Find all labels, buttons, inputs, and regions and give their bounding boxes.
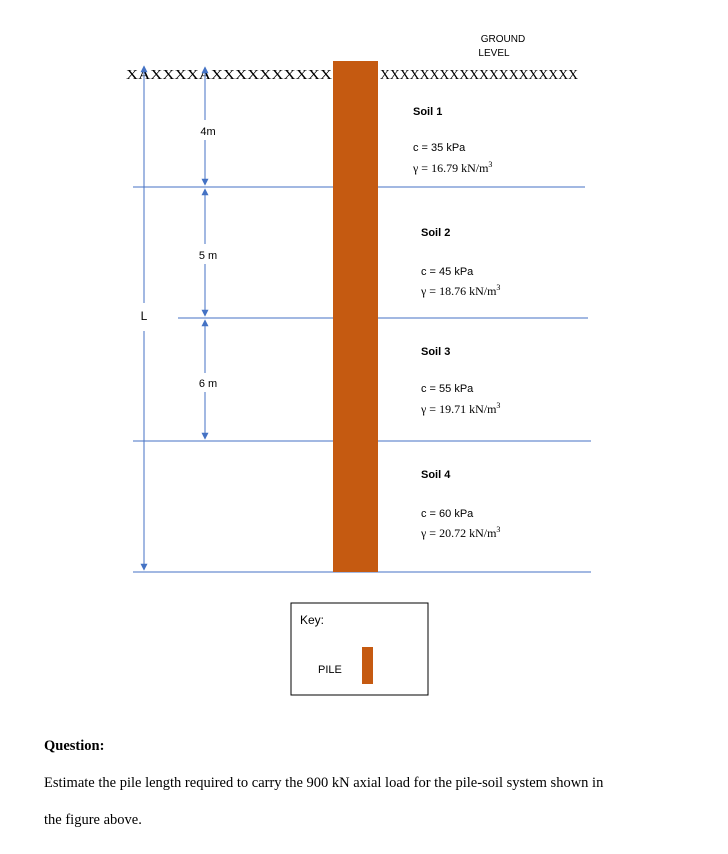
soil-2-name: Soil 2 (421, 227, 451, 239)
soil-3-unit-weight: γ = 19.71 $kN/m^3$ (421, 401, 501, 416)
soil-2-cohesion: c = 45 kPa (421, 266, 474, 278)
question-text-line1: Estimate the pile length required to carry the 900 kN axial load for the pile-soil system shown in (44, 775, 604, 791)
key-pile-swatch (362, 647, 373, 684)
soil-1-cohesion: c = 35 kPa (413, 142, 466, 154)
dimension-label-total: L (140, 309, 148, 323)
question-heading: Question: (44, 738, 105, 754)
question-text-line2: the figure above. (44, 812, 142, 828)
dimension-label-layer1: 4m (200, 126, 216, 138)
dimension-label-layer3: 6 m (198, 378, 218, 390)
ground-hatch-right: XXXXXXXXXXXXXXXXXXXX (380, 68, 578, 83)
soil-4-name: Soil 4 (421, 469, 451, 481)
soil-2-unit-weight: γ = 18.76 $kN/m^3$ (421, 283, 501, 298)
soil-3-name: Soil 3 (421, 346, 451, 358)
soil-4-unit-weight: γ = 20.72 $kN/m^3$ (421, 525, 501, 540)
dimension-label-layer2: 5 m (198, 250, 218, 262)
soil-1-unit-weight: γ = 16.79 $kN/m^3$ (413, 160, 493, 175)
key-title: Key: (300, 613, 325, 627)
pile (333, 61, 378, 572)
soil-1-name: Soil 1 (413, 106, 443, 118)
ground-hatch-left: XAXXXXAXXXXXXXXXX (126, 68, 332, 83)
ground-level-label-line1: GROUND (480, 34, 526, 45)
key-pile-label: PILE (318, 664, 342, 676)
soil-3-cohesion: c = 55 kPa (421, 383, 474, 395)
soil-4-cohesion: c = 60 kPa (421, 508, 474, 520)
ground-level-label-line2: LEVEL (478, 48, 510, 59)
